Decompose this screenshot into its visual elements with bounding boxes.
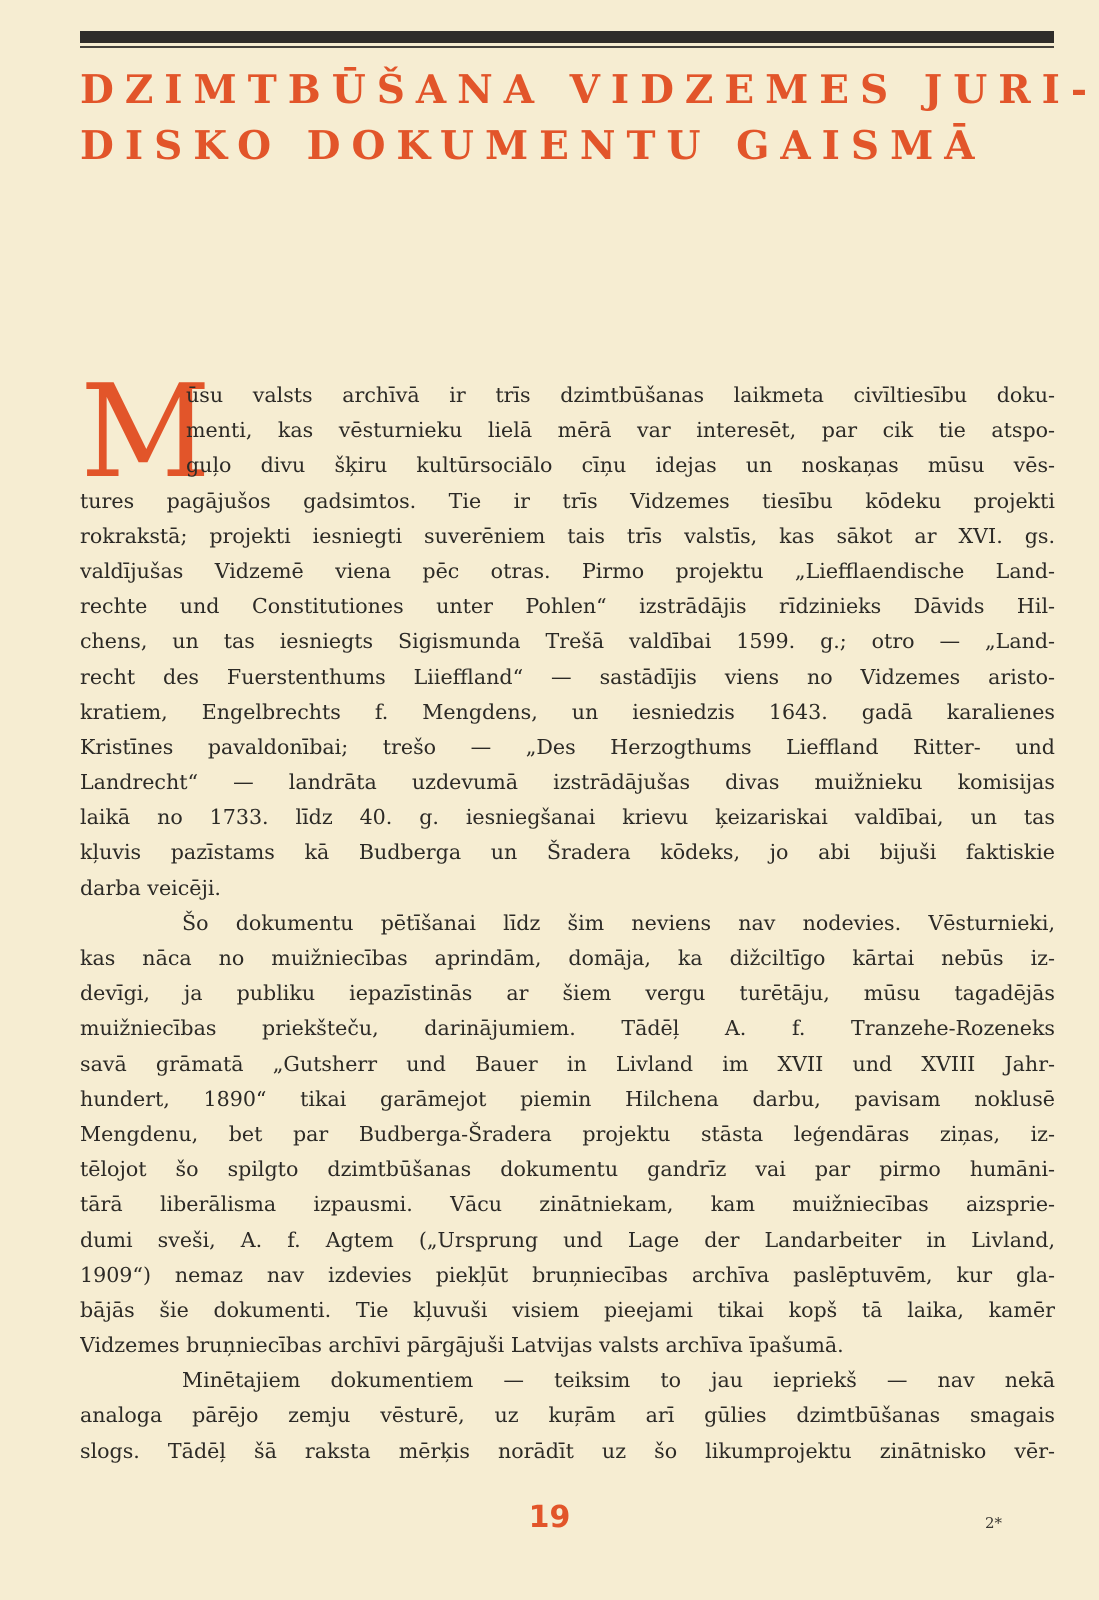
text-line: rokrakstā; projekti iesniegti suverēniem tais trīs valstīs, kas sākot ar XVI. gs. [80, 523, 1055, 548]
text-line: chens, un tas iesniegts Sigismunda Trešā valdībai 1599. g.; otro — „Land- [80, 629, 1055, 654]
text-line: hundert, 1890“ tikai garāmejot piemin Hilchena darbu, pavisam noklusē [80, 1086, 1055, 1111]
header-rule-thick [80, 31, 1054, 43]
text-line: dumi sveši, A. f. Agtem („Ursprung und Lage der Landarbeiter in Livland, [80, 1227, 1055, 1252]
page-number: 19 [528, 1500, 571, 1535]
text-line: kļuvis pazīstams kā Budberga un Šradera kōdeks, jo abi bijuši faktiskie [80, 840, 1055, 865]
text-line: kratiem, Engelbrechts f. Mengdens, un iesniedzis 1643. gadā karalienes [80, 699, 1055, 724]
text-line: kas nāca no muižniecības aprindām, domāja, ka dižciltīgo kārtai nebūs iz- [80, 946, 1055, 970]
title-line: DZIMTBŪŠANA VIDZEMES JURI- [80, 67, 1099, 113]
text-line: savā grāmatā „Gutsherr und Bauer in Livland im XVII und XVIII Jahr- [80, 1051, 1055, 1076]
text-line: guļo divu šķiru kultūrsociālo cīņu idejas un noskaņas mūsu vēs- [186, 453, 1055, 478]
text-line: rechte und Constitutiones unter Pohlen“ izstrādājis rīdzinieks Dāvids Hil- [80, 594, 1055, 619]
text-line: darba veicēji. [80, 875, 221, 900]
text-line: 1909“) nemaz nav izdevies piekļūt bruņniecības archīva paslēptuvēm, kur gla- [80, 1262, 1055, 1287]
text-line: recht des Fuerstenthums Liieffland“ — sastādījis viens no Vidzemes aristo- [80, 664, 1055, 689]
header-rule-thin [80, 46, 1054, 48]
text-line: valdījušas Vidzemē viena pēc otras. Pirmo projektu „Liefflaendische Land- [80, 558, 1055, 583]
signature-mark: 2* [985, 1514, 1003, 1532]
text-line: menti, kas vēsturnieku lielā mērā var interesēt, par cik tie atspo- [186, 418, 1055, 443]
text-line: Kristīnes pavaldonībai; trešo — „Des Herzogthums Lieffland Ritter- und [80, 734, 1055, 759]
text-line: tures pagājušos gadsimtos. Tie ir trīs Vidzemes tiesību kōdeku projekti [80, 488, 1055, 513]
text-line: laikā no 1733. līdz 40. g. iesniegšanai krievu ķeizariskai valdībai, un tas [80, 805, 1055, 830]
text-line: Minētajiem dokumentiem — teiksim to jau iepriekš — nav nekā [182, 1368, 1055, 1393]
text-line: Landrecht“ — landrāta uzdevumā izstrādājušas divas muižnieku komisijas [80, 770, 1055, 795]
text-line: Šo dokumentu pētīšanai līdz šim neviens nav nodevies. Vēsturnieki, [182, 910, 1055, 935]
text-line: bājās šie dokumenti. Tie kļuvuši visiem pieejami tikai kopš tā laika, kamēr [80, 1297, 1055, 1322]
page-title [80, 62, 1099, 174]
text-line: analoga pārējo zemju vēsturē, uz kuŗām arī gūlies dzimtbūšanas smagais [80, 1403, 1055, 1428]
text-line: ūsu valsts archīvā ir trīs dzimtbūšanas laikmeta civīltiesību doku- [186, 383, 1055, 407]
article-body [80, 358, 1055, 1469]
text-line: Mengdenu, bet par Budberga-Šradera projektu stāsta leģendāras ziņas, iz- [80, 1121, 1055, 1146]
text-line: tēlojot šo spilgto dzimtbūšanas dokumentu gandrīz vai par pirmo humāni- [80, 1157, 1055, 1182]
text-line: devīgi, ja publiku iepazīstinās ar šiem vergu turētāju, mūsu tagadējās [80, 981, 1055, 1006]
drop-cap: M [80, 358, 212, 507]
text-line: tārā liberālisma izpausmi. Vācu zinātniekam, kam muižniecības aizsprie- [80, 1192, 1055, 1217]
text-line: slogs. Tādēļ šā raksta mērķis norādīt uz šo likumprojektu zinātnisko vēr- [80, 1438, 1055, 1463]
title-line: DISKO DOKUMENTU GAISMĀ [80, 123, 986, 169]
text-line: Vidzemes bruņniecības archīvi pārgājuši Latvijas valsts archīva īpašumā. [80, 1333, 844, 1358]
text-line: muižniecības priekšteču, darinājumiem. Tādēļ A. f. Tranzehe-Rozeneks [80, 1016, 1055, 1041]
